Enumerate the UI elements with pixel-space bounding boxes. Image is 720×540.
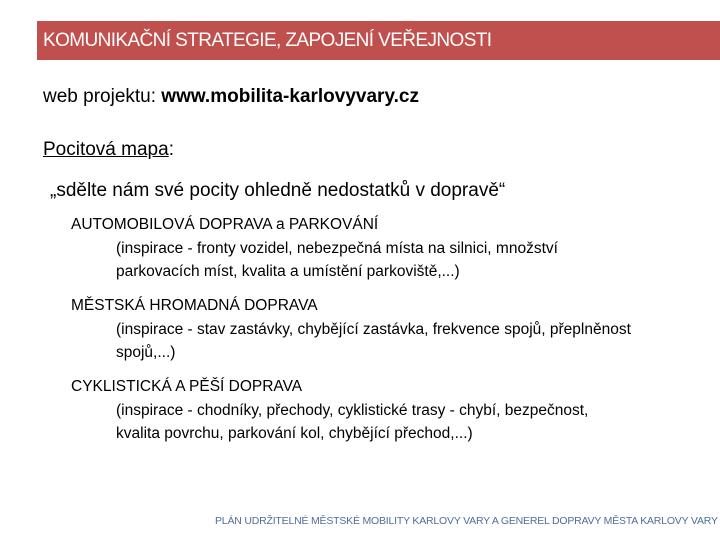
map-heading xyxy=(43,139,174,161)
section-line: (inspirace - fronty vozidel, nebezpečná místa na silnici, množství xyxy=(116,240,558,257)
web-label: web projektu: xyxy=(43,86,162,107)
section-title: AUTOMOBILOVÁ DOPRAVA a PARKOVÁNÍ xyxy=(71,216,379,233)
section-line: kvalita povrchu, parkování kol, chybějící přechod,...) xyxy=(116,425,473,442)
section-title: CYKLISTICKÁ A PĚŠÍ DOPRAVA xyxy=(71,378,303,395)
section-title: MĚSTSKÁ HROMADNÁ DOPRAVA xyxy=(71,297,318,314)
map-label: Pocitová mapa xyxy=(43,139,169,160)
section-line: (inspirace - chodníky, přechody, cyklistické trasy - chybí, bezpečnost, xyxy=(116,402,589,419)
map-colon: : xyxy=(168,139,174,160)
footer: PLÁN UDRŽITELNÉ MĚSTSKÉ MOBILITY KARLOVY VARY A GENEREL DOPRAVY MĚSTA KARLOVY VARY xyxy=(215,515,718,527)
quote: „sdělte nám své pocity ohledně nedostatků v dopravě“ xyxy=(50,180,506,201)
web-url[interactable]: www.mobilita-karlovyvary.cz xyxy=(161,86,419,107)
section-line: (inspirace - stav zastávky, chybějící zastávka, frekvence spojů, přeplněnost xyxy=(116,321,631,338)
section-line: spojů,...) xyxy=(116,344,176,361)
title-bar xyxy=(37,21,720,60)
slide-title: KOMUNIKAČNÍ STRATEGIE, ZAPOJENÍ VEŘEJNOSTI xyxy=(43,30,492,51)
web-line xyxy=(43,86,419,108)
section-line: parkovacích míst, kvalita a umístění parkoviště,...) xyxy=(116,263,460,280)
